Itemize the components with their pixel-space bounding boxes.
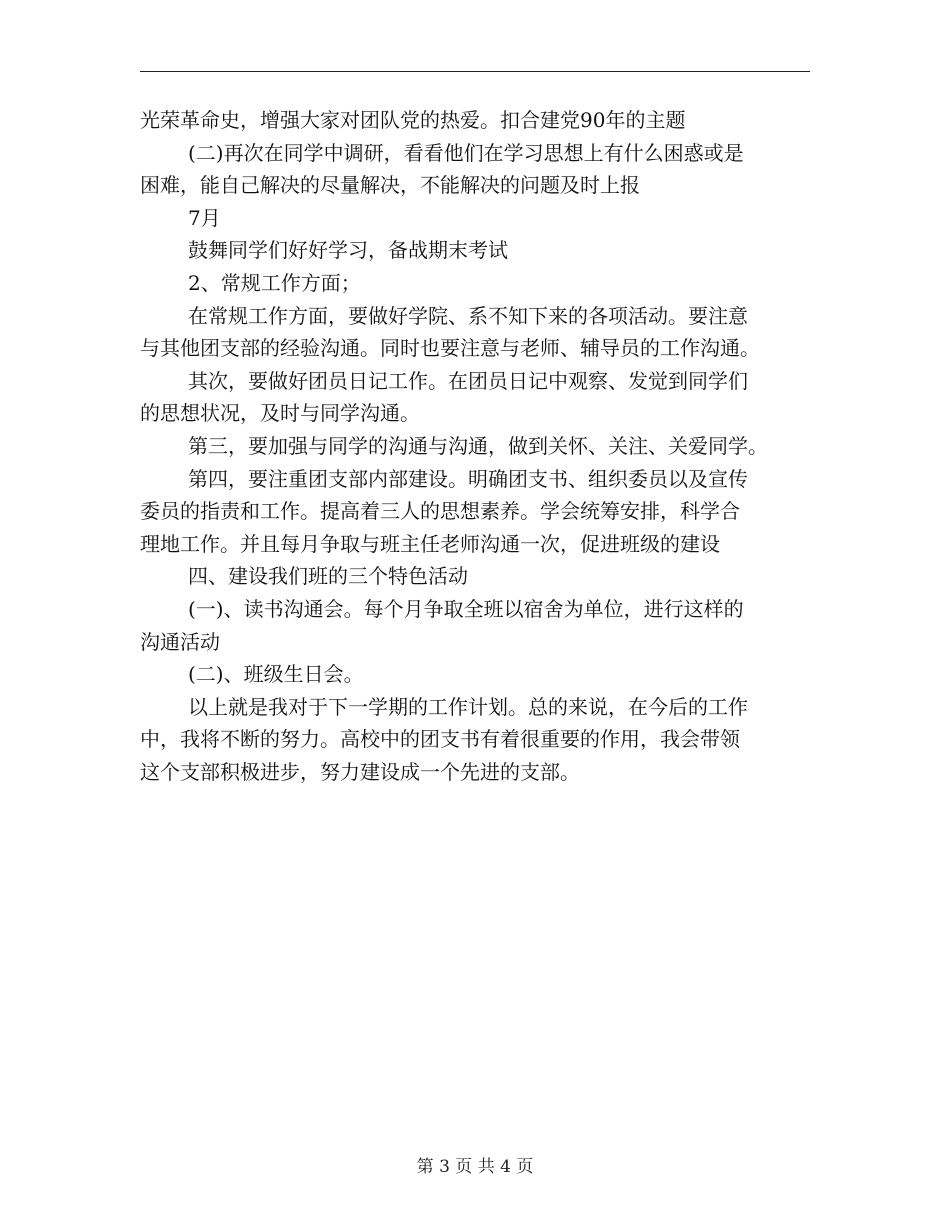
body-line: 光荣革命史，增强大家对团队党的热爱。扣合建党90年的主题 — [140, 108, 686, 132]
body-line: 沟通活动 — [140, 629, 220, 654]
body-line: (二)再次在同学中调研，看看他们在学习思想上有什么困惑或是 — [188, 140, 744, 165]
body-line: 第三，要加强与同学的沟通与沟通，做到关怀、关注、关爱同学。 — [188, 433, 768, 458]
body-line: 2、常规工作方面； — [188, 270, 361, 295]
document-body — [140, 104, 812, 788]
body-line: (一)、读书沟通会。每个月争取全班以宿舍为单位，进行这样的 — [188, 596, 744, 621]
body-line: 这个支部积极进步，努力建设成一个先进的支部。 — [140, 759, 580, 784]
page-number: 第 3 页 共 4 页 — [416, 1157, 534, 1177]
body-line: 其次，要做好团员日记工作。在团员日记中观察、发觉到同学们 — [188, 368, 748, 393]
body-line: (二)、班级生日会。 — [188, 662, 364, 687]
body-line: 中，我将不断的努力。高校中的团支书有着很重要的作用，我会带领 — [140, 727, 740, 752]
header-rule — [140, 71, 810, 72]
body-line: 第四，要注重团支部内部建设。明确团支书、组织委员以及宣传 — [188, 466, 748, 491]
body-line: 困难，能自己解决的尽量解决，不能解决的问题及时上报 — [140, 173, 640, 198]
body-line: 鼓舞同学们好好学习，备战期末考试 — [188, 238, 508, 263]
body-line: 四、建设我们班的三个特色活动 — [188, 564, 468, 589]
body-line: 委员的指责和工作。提高着三人的思想素养。学会统筹安排，科学合 — [140, 499, 740, 524]
body-line: 的思想状况，及时与同学沟通。 — [140, 401, 420, 426]
body-line: 理地工作。并且每月争取与班主任老师沟通一次，促进班级的建设 — [140, 531, 720, 556]
body-line: 在常规工作方面，要做好学院、系不知下来的各项活动。要注意 — [188, 303, 748, 328]
body-line: 以上就是我对于下一学期的工作计划。总的来说，在今后的工作 — [188, 694, 748, 719]
body-line: 与其他团支部的经验沟通。同时也要注意与老师、辅导员的工作沟通。 — [140, 336, 760, 361]
body-line: 7月 — [188, 205, 221, 230]
